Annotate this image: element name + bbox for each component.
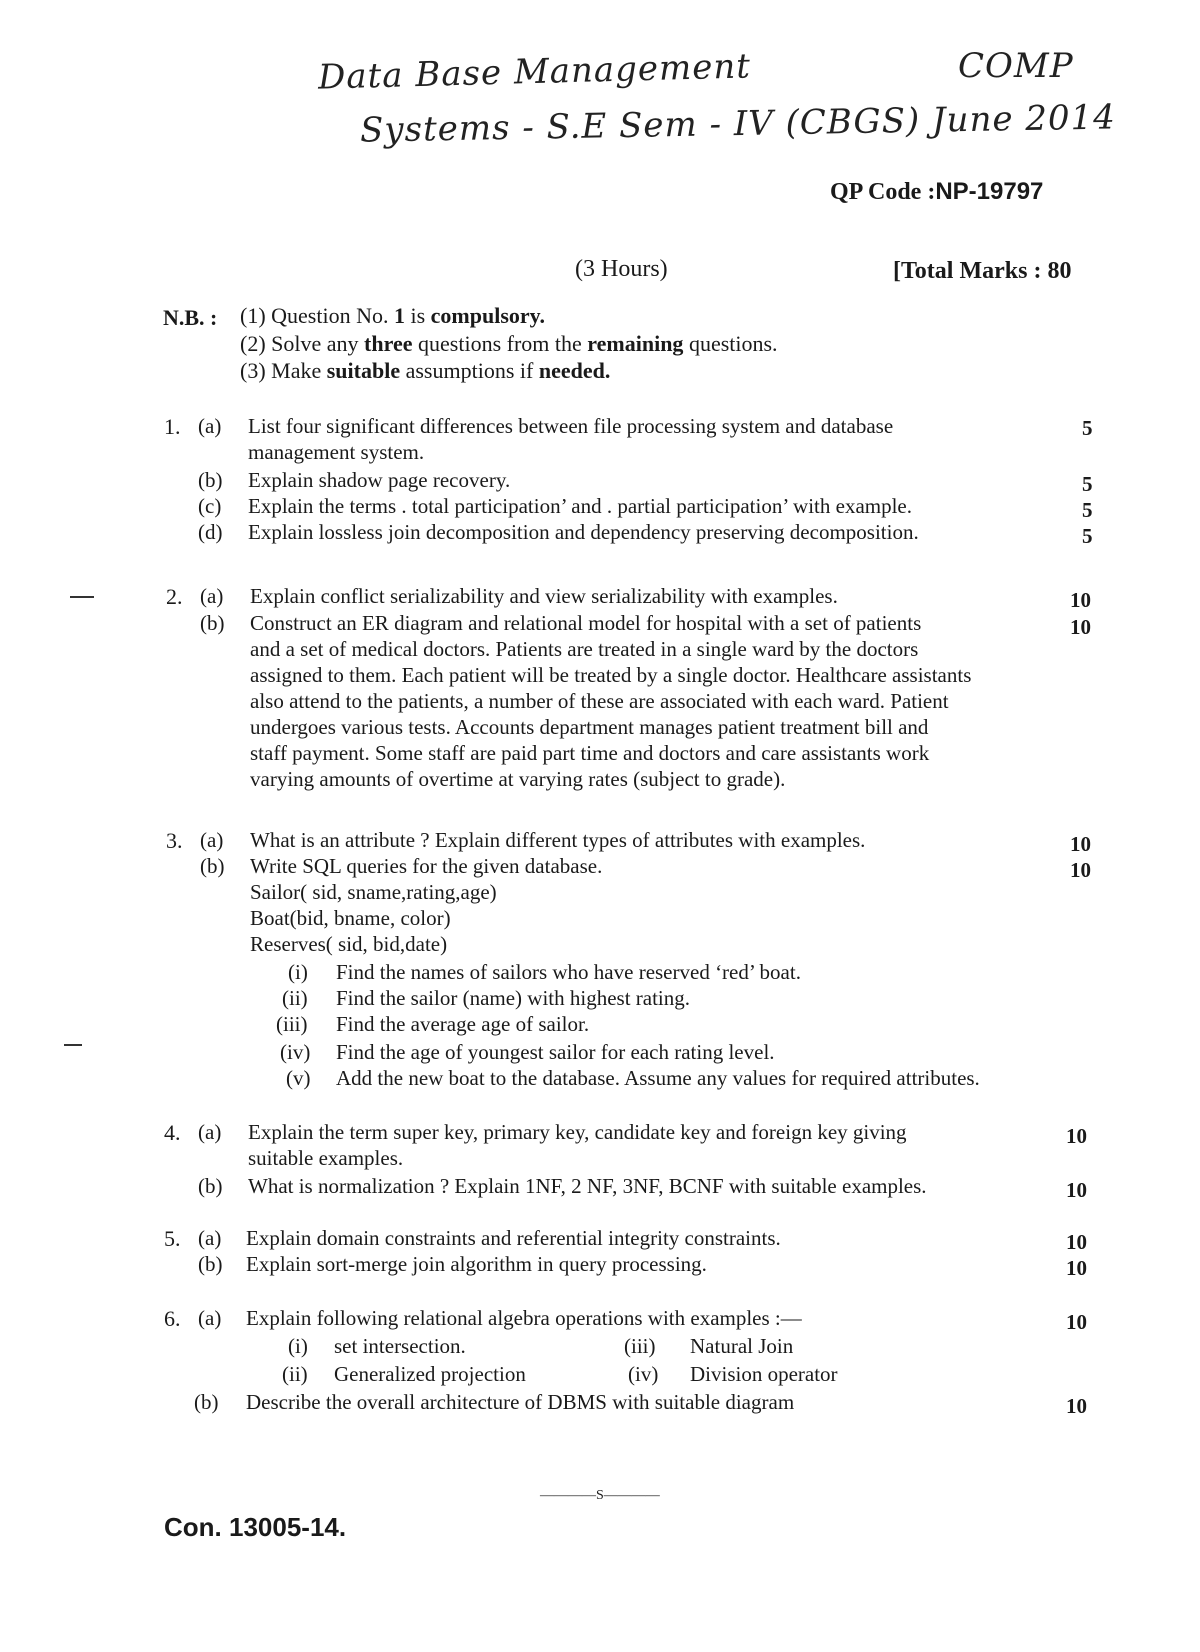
qp-code bbox=[830, 178, 1043, 206]
question-text: varying amounts of overtime at varying rates (subject to grade). bbox=[250, 767, 786, 791]
question-text: List four significant differences between file processing system and database bbox=[248, 414, 894, 438]
handwritten-branch: COMP bbox=[958, 46, 1074, 86]
question-text: management system. bbox=[248, 440, 425, 464]
question-part: (b) bbox=[198, 1252, 223, 1276]
question-part: (a) bbox=[198, 414, 222, 438]
question-part: (a) bbox=[200, 584, 224, 608]
question-text: and a set of medical doctors. Patients are treated in a single ward by the doctors bbox=[250, 637, 919, 661]
marks: 5 bbox=[1082, 472, 1093, 496]
sub-question-number: (ii) bbox=[282, 986, 308, 1010]
marks: 5 bbox=[1082, 498, 1093, 522]
question-text: Explain sort-merge join algorithm in query processing. bbox=[246, 1252, 707, 1276]
question-text: Explain lossless join decomposition and dependency preserving decomposition. bbox=[248, 520, 919, 544]
schema-line: Reserves( sid, bid,date) bbox=[250, 932, 448, 956]
question-part: (b) bbox=[198, 1174, 223, 1198]
qp-code-value: NP-19797 bbox=[935, 178, 1044, 205]
qp-code-label: QP Code : bbox=[830, 179, 936, 205]
marks: 10 bbox=[1066, 1256, 1087, 1280]
sub-question-number: (iii) bbox=[276, 1012, 308, 1036]
exam-duration: (3 Hours) bbox=[575, 256, 668, 282]
question-number: 4. bbox=[164, 1120, 181, 1145]
sub-question-text: Find the names of sailors who have reserved ‘red’ boat. bbox=[336, 960, 801, 984]
marks: 10 bbox=[1070, 615, 1091, 639]
sub-question-text: Natural Join bbox=[690, 1334, 794, 1358]
question-part: (b) bbox=[198, 468, 223, 492]
sub-question-text: Division operator bbox=[690, 1362, 838, 1386]
question-number: 1. bbox=[164, 414, 181, 439]
question-text: also attend to the patients, a number of these are associated with each ward. Patient bbox=[250, 689, 949, 713]
question-text: staff payment. Some staff are paid part time and doctors and care assistants work bbox=[250, 741, 930, 765]
sub-question-number: (iii) bbox=[624, 1334, 656, 1358]
marks: 10 bbox=[1066, 1310, 1087, 1334]
question-part: (c) bbox=[198, 494, 222, 518]
question-part: (d) bbox=[198, 520, 223, 544]
marks: 10 bbox=[1070, 858, 1091, 882]
sub-question-text: set intersection. bbox=[334, 1334, 466, 1358]
sub-question-number: (iv) bbox=[280, 1040, 311, 1064]
question-part: (a) bbox=[198, 1226, 222, 1250]
marks: 10 bbox=[1070, 588, 1091, 612]
marks: 5 bbox=[1082, 416, 1093, 440]
sub-question-text: Generalized projection bbox=[334, 1362, 526, 1386]
question-text: Explain the terms . total participation’ and . partial participation’ with example. bbox=[248, 494, 913, 518]
question-number: 2. bbox=[166, 584, 183, 609]
question-text: What is normalization ? Explain 1NF, 2 NF, 3NF, BCNF with suitable examples. bbox=[248, 1174, 927, 1198]
sub-question-number: (i) bbox=[288, 1334, 308, 1358]
question-text: Explain following relational algebra operations with examples :— bbox=[246, 1306, 802, 1330]
nb-item: (2) Solve any three questions from the remaining questions. bbox=[240, 331, 778, 356]
sub-question-number: (v) bbox=[286, 1066, 311, 1090]
question-part: (a) bbox=[198, 1306, 222, 1330]
question-part: (a) bbox=[200, 828, 224, 852]
question-part: (b) bbox=[194, 1390, 219, 1414]
question-part: (a) bbox=[198, 1120, 222, 1144]
question-text: undergoes various tests. Accounts department manages patient treatment bill and bbox=[250, 715, 929, 739]
sub-question-text: Find the sailor (name) with highest rating. bbox=[336, 986, 691, 1010]
nb-item: (3) Make suitable assumptions if needed. bbox=[240, 358, 611, 383]
marks: 10 bbox=[1066, 1178, 1087, 1202]
marks: 10 bbox=[1070, 832, 1091, 856]
question-number: 3. bbox=[166, 828, 183, 853]
question-part: (b) bbox=[200, 854, 225, 878]
sub-question-text: Find the age of youngest sailor for each rating level. bbox=[336, 1040, 775, 1064]
end-separator: ————S———— bbox=[540, 1488, 660, 1503]
question-text: Explain shadow page recovery. bbox=[248, 468, 511, 492]
sub-question-number: (iv) bbox=[628, 1362, 659, 1386]
question-text: Write SQL queries for the given database. bbox=[250, 854, 603, 878]
con-code: Con. 13005-14. bbox=[164, 1512, 347, 1542]
question-text: suitable examples. bbox=[248, 1146, 404, 1170]
margin-mark bbox=[70, 596, 94, 598]
question-number: 6. bbox=[164, 1306, 181, 1331]
margin-mark bbox=[64, 1044, 82, 1046]
question-text: Explain conflict serializability and view serializability with examples. bbox=[250, 584, 838, 608]
question-text: Construct an ER diagram and relational model for hospital with a set of patients bbox=[250, 611, 922, 635]
question-text: Explain domain constraints and referential integrity constraints. bbox=[246, 1226, 781, 1250]
sub-question-number: (i) bbox=[288, 960, 308, 984]
schema-line: Sailor( sid, sname,rating,age) bbox=[250, 880, 497, 904]
handwritten-subject: Data Base Management bbox=[317, 46, 752, 98]
question-number: 5. bbox=[164, 1226, 181, 1251]
question-text: What is an attribute ? Explain different types of attributes with examples. bbox=[250, 828, 866, 852]
handwritten-course-info: Systems - S.E Sem - IV (CBGS) June 2014 bbox=[359, 97, 1117, 151]
schema-line: Boat(bid, bname, color) bbox=[250, 906, 451, 930]
nb-item: (1) Question No. 1 is compulsory. bbox=[240, 303, 545, 328]
question-text: Describe the overall architecture of DBMS with suitable diagram bbox=[246, 1390, 795, 1414]
sub-question-text: Add the new boat to the database. Assume any values for required attributes. bbox=[336, 1066, 980, 1090]
total-marks: [Total Marks : 80 bbox=[893, 258, 1072, 284]
nb-label: N.B. : bbox=[163, 305, 218, 330]
marks: 10 bbox=[1066, 1394, 1087, 1418]
marks: 10 bbox=[1066, 1230, 1087, 1254]
sub-question-text: Find the average age of sailor. bbox=[336, 1012, 590, 1036]
sub-question-number: (ii) bbox=[282, 1362, 308, 1386]
question-text: assigned to them. Each patient will be treated by a single doctor. Healthcare assistants bbox=[250, 663, 972, 687]
marks: 5 bbox=[1082, 524, 1093, 548]
marks: 10 bbox=[1066, 1124, 1087, 1148]
question-text: Explain the term super key, primary key, candidate key and foreign key giving bbox=[248, 1120, 907, 1144]
question-part: (b) bbox=[200, 611, 225, 635]
